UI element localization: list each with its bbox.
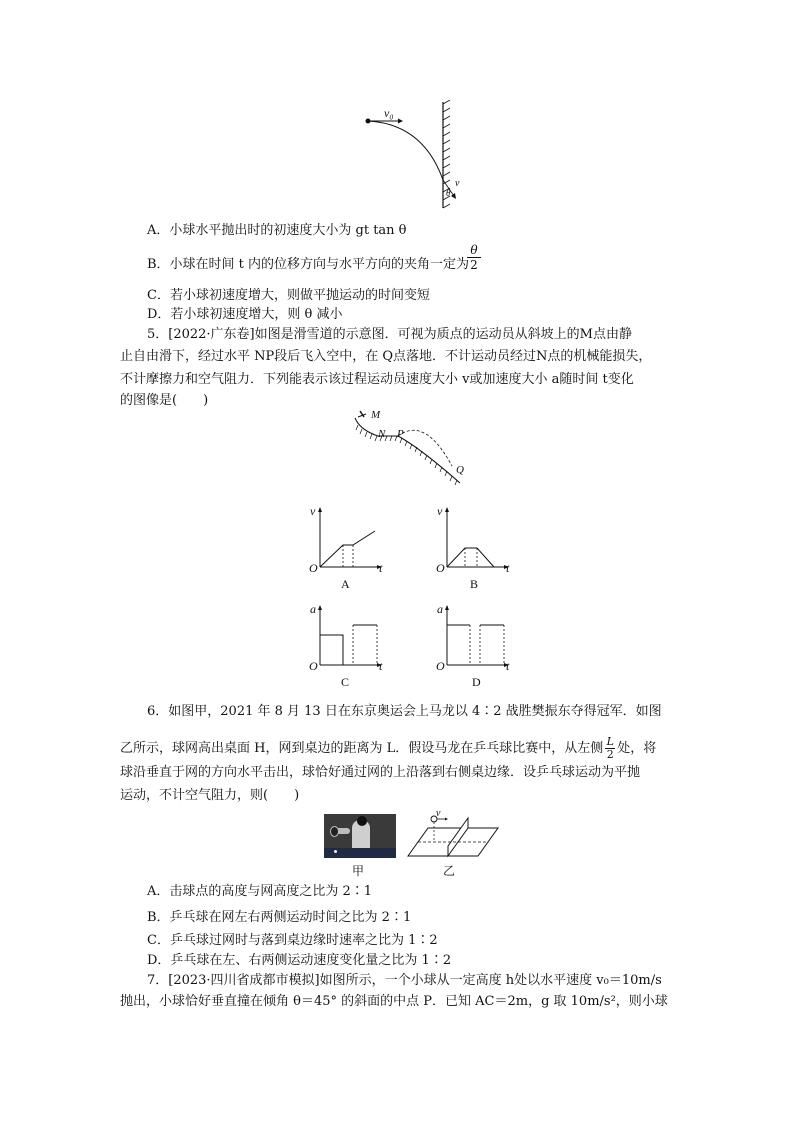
ski-slope-figure [350, 408, 470, 493]
q5-line-3: 不计摩擦力和空气阻力．下列能表示该过程运动员速度大小 v或加速度大小 a随时间 t变化 [120, 372, 634, 387]
q7-line-2: 抛出，小球恰好垂直撞在倾角 θ＝45° 的斜面的中点 P．已知 AC＝2m，g 取 10m/s²，则小球 [120, 994, 668, 1009]
q6-option-b: B．乒乓球在网左右两侧运动时间之比为 2∶1 [147, 910, 412, 925]
q4-option-b: B．小球在时间 t 内的位移方向与水平方向的夹角一定为 [147, 257, 470, 272]
graph-d-ylabel: a [437, 602, 443, 616]
theta-label: θ [446, 188, 451, 198]
graph-a-xlabel: t [379, 561, 383, 575]
graph-c-ylabel: a [310, 602, 316, 616]
slope-label-m: M [371, 409, 381, 421]
q6-line-2 [120, 736, 656, 761]
graph-b-xlabel: t [506, 561, 510, 575]
graph-b-caption: B [470, 577, 479, 591]
table-tennis-diagram [402, 810, 502, 862]
slope-label-p: P [397, 428, 404, 440]
graph-a-caption: A [341, 577, 350, 591]
graph-d-xlabel: t [506, 659, 510, 673]
q4-option-d: D．若小球初速度增大，则 θ 减小 [147, 307, 343, 322]
fig-jia-caption: 甲 [352, 864, 365, 878]
q4-option-b-fraction [467, 243, 481, 272]
q4-option-a: A．小球水平抛出时的初速度大小为 gt tan θ [147, 223, 407, 238]
projectile-wall-figure [358, 100, 468, 210]
v0-label: v₀ [384, 106, 394, 120]
q6-option-c: C．乒乓球过网时与落到桌边缘时速率之比为 1∶2 [147, 933, 438, 948]
graph-b-origin: O [436, 561, 445, 575]
diagram-v-label: v [436, 808, 441, 819]
graph-c-xlabel: t [379, 659, 383, 673]
table-tennis-photo [324, 814, 396, 858]
graph-a-ylabel: v [310, 504, 316, 518]
q7-line-1: 7．[2023·四川省成都市模拟]如图所示，一个小球从一定高度 h处以水平速度 v₀＝10m/s [147, 973, 662, 988]
q6-line-1: 6．如图甲，2021 年 8 月 13 日在东京奥运会上马龙以 4∶2 战胜樊振东夺得冠军．如图 [147, 704, 662, 719]
graph-a-origin: O [309, 561, 318, 575]
q6-option-d: D．乒乓球在左、右两侧运动速度变化量之比为 1∶2 [147, 953, 452, 968]
q6-line-2-post: 处，将 [617, 741, 657, 756]
slope-label-n: N [378, 428, 386, 440]
q6-line-3: 球沿垂直于网的方向水平击出，球恰好通过网的上沿落到右侧桌边缘．设乒乓球运动为平抛 [120, 765, 641, 780]
slope-label-q: Q [456, 464, 464, 476]
q5-line-4: 的图像是( ) [120, 393, 209, 408]
graph-d-caption: D [472, 675, 481, 689]
q4-option-c: C．若小球初速度增大，则做平抛运动的时间变短 [147, 288, 430, 303]
graph-c-origin: O [309, 659, 318, 673]
q6-fraction [605, 736, 615, 761]
fraction-denominator: 2 [467, 257, 481, 272]
q6-option-a: A．击球点的高度与网高度之比为 2∶1 [147, 884, 373, 899]
q5-line-1: 5．[2022·广东卷]如图是滑雪道的示意图．可视为质点的运动员从斜坡上的M点由静 [147, 327, 632, 342]
graph-b-ylabel: v [437, 504, 443, 518]
fig-yi-caption: 乙 [443, 864, 456, 878]
q6-fraction-num: L [606, 735, 614, 748]
q6-line-4: 运动，不计空气阻力，则( ) [120, 788, 300, 803]
v-label: v [455, 178, 460, 189]
graph-c-caption: C [341, 675, 350, 689]
q6-fraction-den: 2 [606, 748, 614, 761]
q5-line-2: 止自由滑下，经过水平 NP段后飞入空中，在 Q点落地．不计运动员经过N点的机械能损失， [120, 349, 652, 364]
fraction-numerator: θ [470, 243, 478, 257]
graph-d-origin: O [436, 659, 445, 673]
q6-line-2-pre: 乙所示，球网高出桌面 H，网到桌边的距离为 L．假设马龙在乒乓球比赛中，从左侧 [120, 741, 604, 756]
